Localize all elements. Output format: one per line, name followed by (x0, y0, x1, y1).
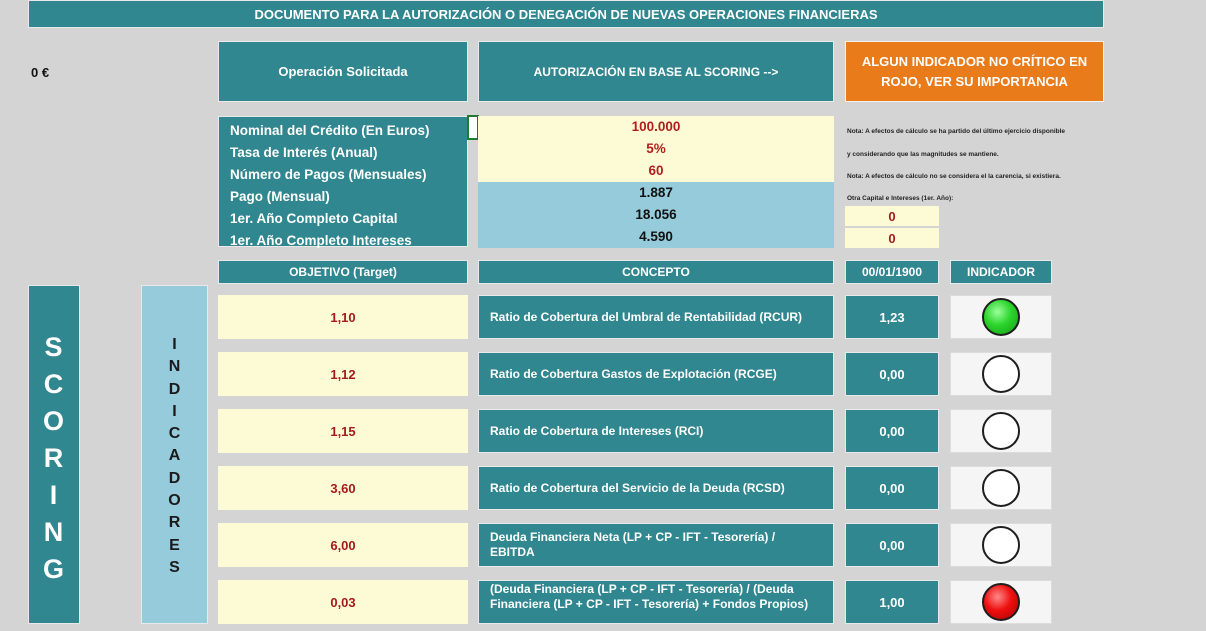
traffic-light-icon (982, 412, 1020, 450)
scoring-letter: C (43, 369, 65, 399)
indicadores-letter: R (168, 514, 181, 532)
indicadores-letter: I (172, 336, 177, 353)
indicadores-letter: A (168, 447, 181, 465)
indicator-cell-apalancamiento (950, 580, 1052, 624)
target-cell-rcge[interactable]: 1,12 (218, 352, 468, 396)
traffic-light-icon (982, 583, 1020, 621)
balance-value: 0 € (31, 65, 50, 80)
intereses-value: 4.590 (478, 226, 834, 248)
concept-cell-dfn-ebitda (478, 523, 834, 567)
document-title: DOCUMENTO PARA LA AUTORIZACIÓN O DENEGACIÓN DE NUEVAS OPERACIONES FINANCIERAS (28, 0, 1104, 28)
concept-cell-rcsd (478, 466, 834, 510)
loan-label-pagos: Número de Pagos (Mensuales) (230, 167, 427, 182)
tasa-input[interactable]: 5% (478, 138, 834, 160)
loan-labels-panel (218, 116, 468, 247)
indicadores-letter: N (168, 358, 181, 376)
note-text-1: Nota: A efectos de cálculo se ha partido del último ejercicio disponible (847, 128, 1066, 135)
loan-label-capital: 1er. Año Completo Capital (230, 211, 398, 226)
concept-text: (Deuda Financiera (LP + CP - IFT - Tesorería) / (Deuda Financiera (LP + CP - IFT - Tesorería) + Fondos Propios) (490, 582, 809, 611)
concept-text: Ratio de Cobertura de Intereses (RCI) (490, 423, 704, 438)
indicadores-letter: E (169, 536, 180, 554)
concept-text: Ratio de Cobertura del Umbral de Rentabilidad (RCUR) (490, 309, 803, 324)
concept-text: Ratio de Cobertura del Servicio de la Deuda (RCSD) (490, 480, 785, 495)
concept-text: Ratio de Cobertura Gastos de Explotación (RCGE) (490, 366, 777, 381)
traffic-light-icon (982, 298, 1020, 336)
indicadores-vertical-label (141, 285, 208, 624)
column-header-indicador: INDICADOR (950, 260, 1052, 284)
concept-cell-apalancamiento (478, 580, 834, 624)
indicadores-letter: I (172, 402, 177, 420)
loan-label-tasa: Tasa de Interés (Anual) (230, 145, 378, 160)
note-text-3: Nota: A efectos de cálculo no se considera el la carencia, si existiera. (847, 173, 1061, 180)
traffic-light-icon (982, 526, 1020, 564)
capital-value: 18.056 (478, 204, 834, 226)
target-cell-apalancamiento[interactable]: 0,03 (218, 580, 468, 624)
indicadores-letter: D (168, 380, 181, 398)
indicator-cell-rcge (950, 352, 1052, 396)
indicator-cell-rcur (950, 295, 1052, 339)
note-text-2: y considerando que las magnitudes se mantiene. (847, 151, 999, 158)
value-cell-rci: 0,00 (845, 409, 939, 453)
indicator-cell-rcsd (950, 466, 1052, 510)
indicadores-letter: O (168, 492, 181, 510)
value-cell-apalancamiento: 1,00 (845, 580, 939, 624)
scoring-letter: I (49, 480, 59, 510)
pagos-input[interactable]: 60 (478, 160, 834, 182)
indicadores-letter: S (169, 558, 180, 576)
autorizacion-scoring-header: AUTORIZACIÓN EN BASE AL SCORING --> (478, 41, 834, 102)
target-cell-rcur[interactable]: 1,10 (218, 295, 468, 339)
indicator-cell-rci (950, 409, 1052, 453)
loan-label-intereses: 1er. Año Completo Intereses (230, 233, 412, 248)
indicadores-letter: C (168, 425, 181, 443)
concept-cell-rcge (478, 352, 834, 396)
loan-values-panel (478, 116, 834, 247)
operacion-solicitada-header: Operación Solicitada (218, 41, 468, 102)
value-cell-rcge: 0,00 (845, 352, 939, 396)
traffic-light-icon (982, 469, 1020, 507)
indicadores-letter: D (168, 469, 181, 487)
nominal-input[interactable]: 100.000 (478, 116, 834, 138)
loan-label-pago-mensual: Pago (Mensual) (230, 189, 330, 204)
pago-mensual-value: 1.887 (478, 182, 834, 204)
column-header-objetivo: OBJETIVO (Target) (218, 260, 468, 284)
concept-text: Deuda Financiera Neta (LP + CP - IFT - Tesorería) / EBITDA (490, 530, 776, 559)
scoring-letter: N (43, 517, 65, 547)
concept-cell-rci (478, 409, 834, 453)
target-cell-dfn-ebitda[interactable]: 6,00 (218, 523, 468, 567)
scoring-letter: O (42, 406, 65, 436)
column-header-fecha: 00/01/1900 (845, 260, 939, 284)
otra-intereses-input[interactable]: 0 (845, 228, 939, 248)
scoring-letter: S (44, 332, 64, 362)
value-cell-rcur: 1,23 (845, 295, 939, 339)
alerta-indicador-banner: ALGUN INDICADOR NO CRÍTICO EN ROJO, VER SU IMPORTANCIA (845, 41, 1104, 102)
traffic-light-icon (982, 355, 1020, 393)
value-cell-rcsd: 0,00 (845, 466, 939, 510)
concept-cell-rcur (478, 295, 834, 339)
note-text-4: Otra Capital e Intereses (1er. Año): (847, 195, 954, 202)
indicator-cell-dfn-ebitda (950, 523, 1052, 567)
value-cell-dfn-ebitda: 0,00 (845, 523, 939, 567)
scoring-letter: G (42, 554, 65, 584)
loan-label-nominal: Nominal del Crédito (En Euros) (230, 123, 430, 138)
target-cell-rci[interactable]: 1,15 (218, 409, 468, 453)
target-cell-rcsd[interactable]: 3,60 (218, 466, 468, 510)
scoring-vertical-label (28, 285, 80, 624)
scoring-letter: R (43, 443, 65, 473)
otra-capital-input[interactable]: 0 (845, 206, 939, 226)
column-header-concepto: CONCEPTO (478, 260, 834, 284)
